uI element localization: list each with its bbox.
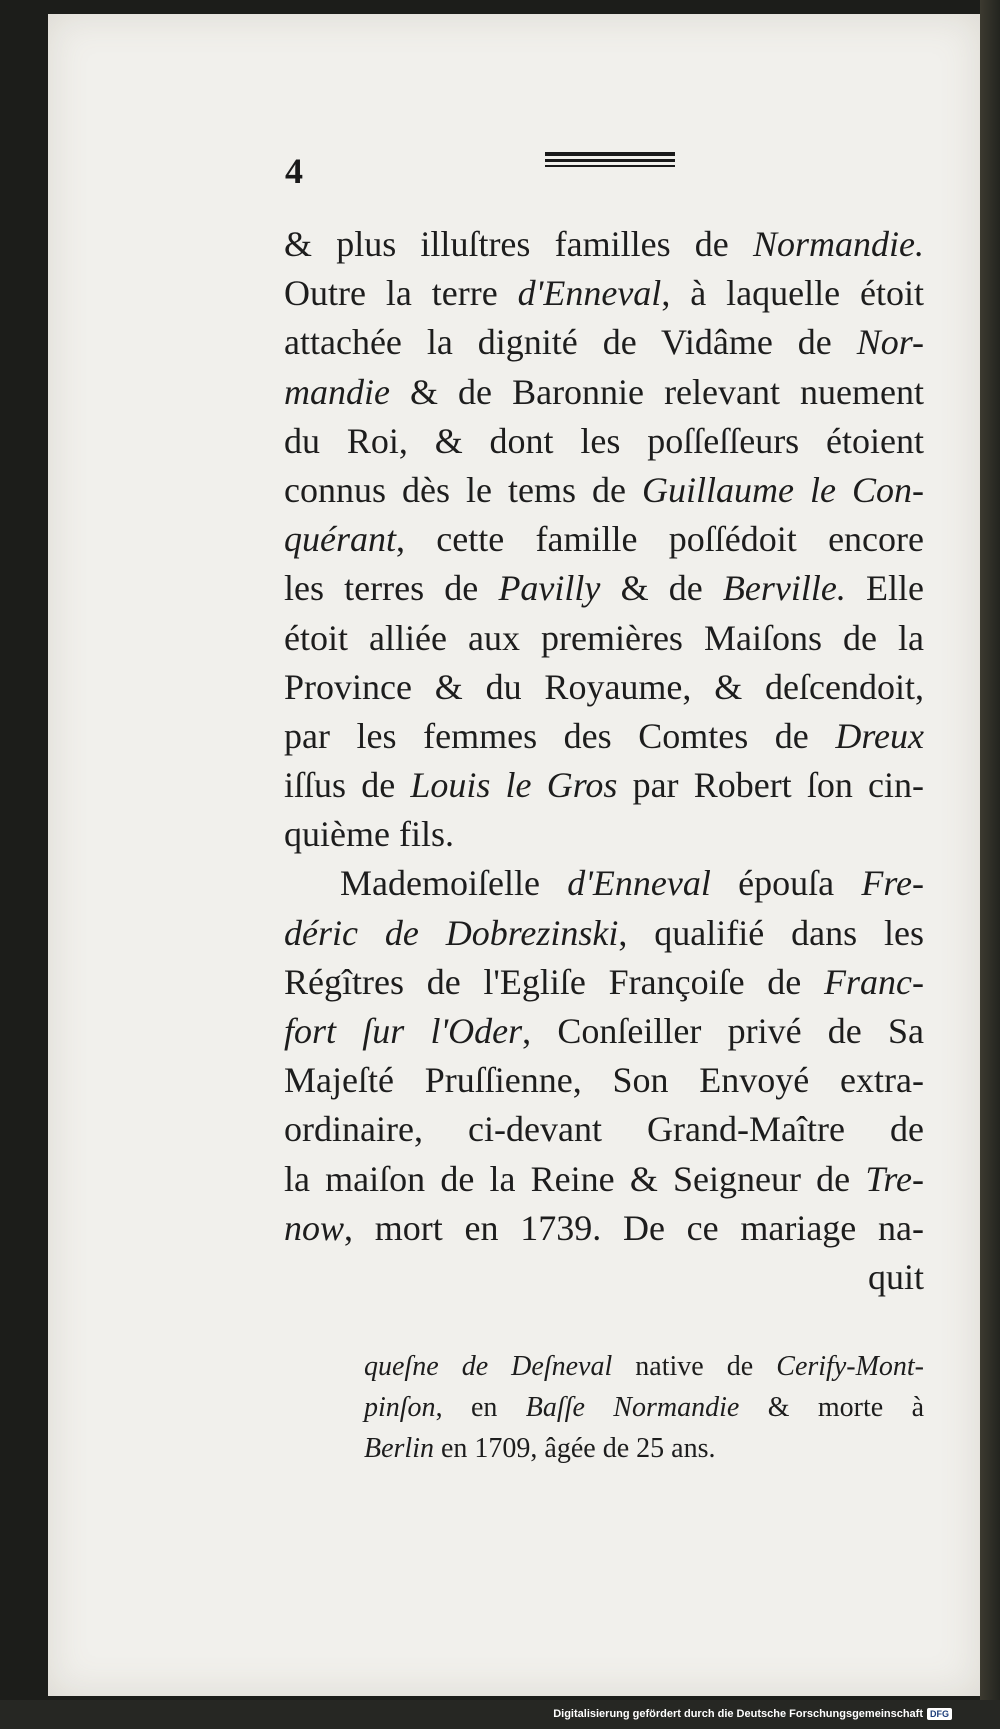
text-line	[284, 318, 924, 367]
book-cover-edge	[980, 0, 1000, 1700]
text-run: , cette famille poſſédoit encore	[396, 519, 924, 560]
text-line	[284, 1204, 924, 1253]
page-number: 4	[285, 151, 303, 191]
text-line	[364, 1346, 924, 1387]
text-run: quit	[867, 1256, 924, 1297]
text-run: Tre-	[865, 1158, 924, 1199]
text-run: Berlin	[364, 1433, 434, 1464]
text-run: connus dès le tems de	[284, 469, 642, 510]
text-run: Pavilly	[498, 568, 601, 609]
text-run: quième fils.	[284, 814, 454, 855]
text-run: , à laquelle étoit	[661, 273, 924, 314]
text-line	[284, 564, 924, 613]
text-run: Franc-	[824, 961, 924, 1002]
text-run: Cerify-Mont-	[776, 1351, 925, 1382]
text-run: , qualifié dans les	[618, 912, 924, 953]
text-line	[364, 1387, 924, 1428]
text-run: Régîtres de l'Egliſe Françoiſe de	[284, 961, 825, 1002]
text-line	[284, 368, 924, 417]
text-line	[284, 958, 924, 1007]
text-run: Baſſe Normandie	[525, 1392, 740, 1423]
text-run: mandie	[284, 371, 390, 412]
text-line	[284, 810, 924, 859]
text-run: les terres de	[284, 568, 499, 609]
text-line	[284, 1253, 924, 1302]
footnote	[364, 1346, 924, 1469]
text-run: , Conſeiller privé de Sa	[522, 1011, 924, 1051]
body-text	[284, 220, 924, 1302]
text-run: étoit alliée aux premières Maiſons de la	[284, 617, 924, 658]
dfg-logo: DFG	[927, 1708, 952, 1720]
text-line	[284, 761, 924, 810]
text-run: quérant	[284, 519, 396, 560]
text-line	[284, 859, 924, 908]
text-run: Province & du Royaume, & deſcendoit,	[284, 666, 924, 707]
text-run: par les femmes des Comtes de	[284, 715, 836, 756]
text-run: Elle	[845, 568, 924, 609]
text-line	[364, 1428, 924, 1469]
text-run: fort ſur l'Oder	[284, 1011, 523, 1051]
text-line	[284, 466, 924, 515]
text-run: now	[284, 1207, 345, 1248]
text-run: Mademoiſelle	[340, 863, 568, 904]
text-line	[284, 417, 924, 466]
text-run: & de Baronnie relevant nuement	[389, 371, 924, 412]
text-run: d'Enneval	[567, 863, 711, 904]
text-run: native de	[612, 1351, 777, 1382]
text-line	[284, 614, 924, 663]
text-line	[284, 712, 924, 761]
text-run: épouſa	[710, 863, 862, 904]
header-ornament	[545, 152, 675, 170]
text-line	[284, 269, 924, 318]
text-run: Fre-	[861, 863, 924, 904]
credit-text: Digitalisierung gefördert durch die Deutsche Forschungsgemeinschaft	[553, 1708, 923, 1720]
text-run: d'Enneval	[517, 273, 662, 314]
text-run: du Roi, & dont les poſſeſſeurs étoient	[284, 420, 924, 461]
text-run: pinſon	[364, 1392, 436, 1423]
text-run: attachée la dignité de Vidâme de	[284, 322, 857, 363]
digitization-credit	[553, 1708, 952, 1720]
text-run: Louis le Gros	[410, 765, 618, 806]
text-run: , en	[435, 1392, 526, 1423]
text-run: , mort en 1739. De ce mariage na-	[344, 1207, 924, 1248]
text-run: queſne de Deſneval	[364, 1351, 613, 1382]
text-run: iſſus de	[284, 765, 411, 806]
text-line	[284, 1007, 924, 1056]
text-line	[284, 220, 924, 269]
text-run: Outre la terre	[284, 273, 518, 314]
text-line	[284, 515, 924, 564]
text-run: déric de Dobrezinski	[284, 912, 619, 953]
text-run: ordinaire, ci-devant Grand-Maître de	[284, 1109, 924, 1150]
text-line	[284, 909, 924, 958]
text-run: la maiſon de la Reine & Seigneur de	[284, 1158, 866, 1199]
text-line	[284, 1056, 924, 1105]
text-run: & de	[600, 568, 723, 609]
text-line	[284, 663, 924, 712]
text-run: Guillaume le Con-	[642, 469, 924, 510]
text-run: par Robert ſon cin-	[617, 765, 924, 806]
text-line	[284, 1105, 924, 1154]
text-run: en 1709, âgée de 25 ans.	[434, 1433, 716, 1464]
text-run: Berville.	[722, 568, 846, 609]
text-run: & plus illuſtres familles de	[284, 224, 753, 264]
text-run: Dreux	[835, 715, 924, 756]
text-run: & morte à	[739, 1392, 925, 1423]
text-line	[284, 1155, 924, 1204]
text-run: Nor-	[856, 322, 924, 363]
text-run: Normandie.	[753, 224, 924, 264]
text-run: Majeſté Pruſſienne, Son Envoyé extra-	[284, 1060, 924, 1101]
